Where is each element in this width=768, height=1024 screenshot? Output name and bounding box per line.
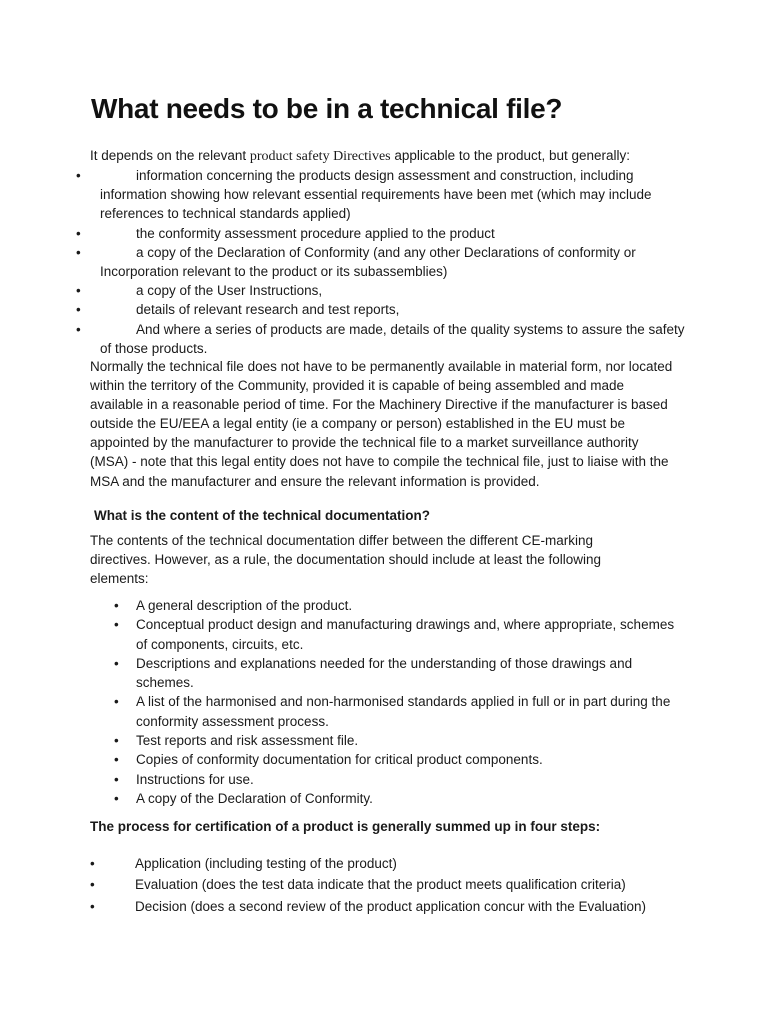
documentation-elements-list: [111, 596, 681, 808]
list-item-text: A general description of the product.: [136, 598, 353, 613]
list-item-text: Instructions for use.: [136, 771, 254, 787]
list-item-text: Test reports and risk assessment file.: [136, 733, 359, 749]
list-item: [111, 692, 681, 731]
intro-text: [90, 146, 690, 166]
bullet-icon: •: [76, 283, 81, 299]
list-item: [70, 224, 690, 243]
page-title: What needs to be in a technical file?: [91, 93, 563, 124]
bullet-icon: •: [114, 733, 119, 749]
list-item: [111, 770, 681, 789]
list-item: [111, 615, 681, 654]
bullet-icon: •: [76, 302, 81, 318]
body-paragraph-2: The contents of the technical documentation differ between the different CE-marking directives. However, as a rule, the documentation should include at least the following elements:: [90, 533, 602, 587]
list-item-text: Descriptions and explanations needed for the understanding of those drawings and schemes.: [136, 655, 633, 691]
list-item-text: A copy of the Declaration of Conformity.: [136, 790, 373, 806]
list-item: [88, 874, 688, 895]
bullet-icon: •: [90, 877, 95, 893]
bullet-icon: •: [114, 598, 119, 613]
technical-file-list: [70, 166, 690, 358]
list-item: [111, 750, 681, 769]
list-item: [70, 300, 690, 319]
list-item-text: Conceptual product design and manufacturing drawings and, where appropriate, schemes of components, circuits, etc.: [136, 617, 675, 652]
intro-after: applicable to the product, but generally:: [390, 148, 631, 163]
list-item: [88, 853, 688, 874]
bullet-icon: •: [114, 655, 119, 671]
list-item: [111, 654, 681, 693]
bullet-icon: •: [76, 225, 81, 241]
list-item: [111, 596, 681, 615]
certification-steps-list: [88, 853, 688, 917]
list-item: [70, 243, 690, 281]
bullet-icon: •: [90, 898, 95, 914]
list-item: [111, 731, 681, 750]
list-item-text: the conformity assessment procedure applied to the product: [136, 225, 495, 241]
list-item-text: A list of the harmonised and non-harmonised standards applied in full or in part during the conformity assessment process.: [136, 694, 671, 729]
bullet-icon: •: [114, 790, 119, 806]
list-item-text: Application (including testing of the product): [135, 856, 397, 871]
bullet-icon: •: [76, 244, 81, 260]
list-item-text: details of relevant research and test reports,: [136, 302, 400, 318]
section-heading: What is the content of the technical documentation?: [94, 508, 431, 523]
section-heading-2: The process for certification of a product is generally summed up in four steps:: [90, 819, 601, 834]
list-item-text: a copy of the User Instructions,: [136, 283, 323, 299]
list-item-text: information concerning the products design assessment and construction, including information showing how relevant essential requirements have been met (which may include references to technical standards applied): [100, 168, 652, 222]
list-item: [70, 281, 690, 300]
list-item: [70, 320, 690, 358]
bullet-icon: •: [114, 694, 119, 710]
list-item-text: Copies of conformity documentation for critical product components.: [136, 752, 543, 768]
list-item: [111, 789, 681, 808]
list-item-text: a copy of the Declaration of Conformity (and any other Declarations of conformity or Incorporation relevant to the product or its subassemblies): [100, 244, 636, 280]
intro-serif-link: product safety Directives: [249, 149, 391, 164]
bullet-icon: •: [76, 321, 81, 337]
list-item-text: Decision (does a second review of the product application concur with the Evaluation): [135, 898, 647, 914]
bullet-icon: •: [114, 752, 119, 768]
list-item-text: And where a series of products are made, details of the quality systems to assure the safety of those products.: [100, 321, 685, 356]
list-item: [70, 166, 690, 224]
list-item-text: Evaluation (does the test data indicate that the product meets qualification criteria): [135, 877, 626, 893]
list-item: [88, 896, 688, 917]
intro-before: It depends on the relevant: [90, 148, 250, 163]
bullet-icon: •: [90, 856, 95, 871]
bullet-icon: •: [114, 771, 119, 787]
body-paragraph: Normally the technical file does not have to be permanently available in material form, nor located within the territory of the Community, provided it is capable of being assembled and made available in a reasonable period of time. For the Machinery Directive if the manufacturer is based outside the EU/EEA a legal entity (ie a company or person) established in the EU must be appointed by the manufacturer to provide the technical file to a market surveillance authority (MSA) - note that this legal entity does not have to compile the technical file, just to liaise with the MSA and the manufacturer and ensure the relevant information is provided.: [90, 359, 673, 489]
bullet-icon: •: [76, 168, 81, 183]
bullet-icon: •: [114, 617, 119, 633]
